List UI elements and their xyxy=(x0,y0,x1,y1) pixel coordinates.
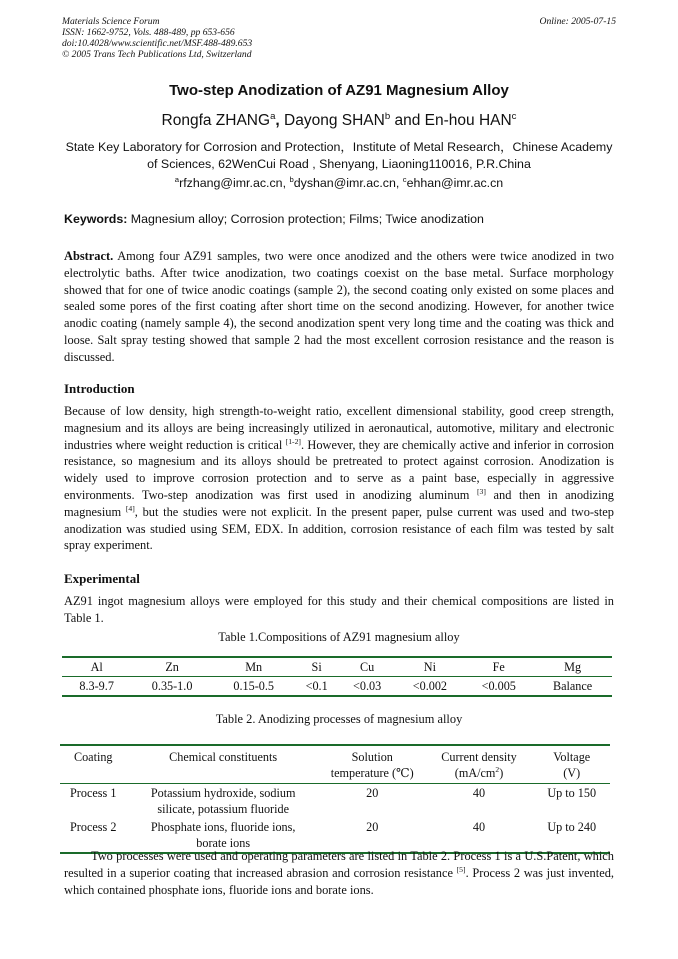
header-voltage-unit: (V) xyxy=(563,766,581,780)
table-cell: <0.1 xyxy=(305,678,328,693)
experimental-heading: Experimental xyxy=(64,571,140,586)
table-cell: <0.005 xyxy=(481,678,516,693)
email-mark: c xyxy=(402,174,407,184)
table-header-cell: Al xyxy=(62,657,131,677)
email-separator: , xyxy=(395,176,403,190)
header-temp-unit: temperature (℃) xyxy=(330,766,414,780)
table-header-cell xyxy=(60,745,126,784)
affiliation-line: of Sciences, 62WenCui Road , Shenyang, Liaoning110016, P.R.China xyxy=(147,157,531,171)
table-header-cell: Si xyxy=(294,657,338,677)
chem-line: silicate, potassium fluoride xyxy=(157,801,289,816)
table-cell: 8.3-9.7 xyxy=(79,678,114,693)
chem-line: Potassium hydroxide, sodium xyxy=(150,786,296,800)
email-mark: a xyxy=(174,174,180,184)
table-cell: <0.03 xyxy=(353,678,382,693)
table-cell: 40 xyxy=(472,820,486,834)
table-cell: <0.002 xyxy=(412,678,448,693)
email-address: rfzhang@imr.ac.cn xyxy=(179,176,283,190)
table-cell: 40 xyxy=(472,786,486,800)
citation: [5] xyxy=(456,864,466,874)
affiliation xyxy=(0,139,678,173)
table-header-cell xyxy=(425,745,534,784)
table-header-cell: Zn xyxy=(131,657,213,677)
affiliation-line: State Key Laboratory for Corrosion and Protection，Institute of Metal Research，Chinese Academy xyxy=(65,140,613,154)
table-cell: Up to 150 xyxy=(547,786,597,800)
email-mark: b xyxy=(289,174,294,184)
table-cell: 20 xyxy=(366,820,379,834)
email-address: dyshan@imr.ac.cn xyxy=(293,176,396,190)
header-chemical: Chemical constituents xyxy=(169,750,278,764)
table-header-cell: Cu xyxy=(339,657,396,677)
unit-text: (mA/cm xyxy=(454,766,496,780)
experimental-paragraph: AZ91 ingot magnesium alloys were employed for this study and their chemical compositions are listed in Table 1. xyxy=(64,594,614,625)
table-row xyxy=(62,677,612,697)
table-cell: 0.35-1.0 xyxy=(151,678,193,693)
chem-line: Phosphate ions, fluoride ions, xyxy=(150,820,296,834)
abstract-label: Abstract. xyxy=(64,249,114,263)
closing-text: . Process 2 was just invented, which contained phosphate ions, fluoride ions and borate ions. xyxy=(64,865,614,897)
author-line xyxy=(0,112,678,130)
header-coating: Coating xyxy=(73,750,113,764)
table-cell: Process 1 xyxy=(70,786,117,800)
copyright-line: © 2005 Trans Tech Publications Ltd, Switzerland xyxy=(62,49,252,60)
email-separator: , xyxy=(282,176,290,190)
email-line xyxy=(0,176,678,190)
journal-name: Materials Science Forum xyxy=(62,16,160,27)
doi-line: doi:10.4028/www.scientific.net/MSF.488-489.653 xyxy=(62,38,253,49)
author-name: Dayong SHAN xyxy=(284,112,385,129)
table-header-cell: Ni xyxy=(395,657,464,677)
keywords-text: Magnesium alloy; Corrosion protection; Films; Twice anodization xyxy=(127,212,484,226)
closing-text: Two processes were used and operating parameters are listed in Table 2. Process 1 is a U.S.Patent, which resulted in a superior coating that increased abrasion and corrosion resistance xyxy=(64,849,614,880)
header-current: Current density xyxy=(441,750,517,764)
closing-paragraph xyxy=(64,848,614,898)
table2-caption: Table 2. Anodizing processes of magnesium alloy xyxy=(215,712,463,726)
citation: [4] xyxy=(125,503,135,513)
keywords xyxy=(64,212,484,226)
header-temp: Solution xyxy=(351,750,393,764)
anodizing-process-table xyxy=(60,744,610,854)
abstract-text: Among four AZ91 samples, two were once anodized and the others were twice anodized in two electrolytic baths. After twice anodization, two coatings coexist on the base metal. Surface morphology showed that for one of twice anodic coatings (sample 2), the second coating only existed on some places and sealed some pores of the first coating after short time on the second anodizing. However, for another twice anodic coating (namely sample 4), the second anodization spent very long time and the coating was thick and loose. Salt spray testing showed that sample 2 had the most excellent corrosion resistance and the reason is discussed. xyxy=(64,249,614,364)
keywords-label: Keywords: xyxy=(64,212,128,226)
citation: [3] xyxy=(476,486,486,496)
author-separator: , xyxy=(275,112,285,129)
journal-header xyxy=(62,16,252,60)
author-name: En-hou HAN xyxy=(424,112,512,129)
table-cell: Process 2 xyxy=(70,820,117,834)
table-header-cell xyxy=(126,745,319,784)
abstract xyxy=(64,248,614,366)
citation: [1-2] xyxy=(285,436,301,446)
table-cell xyxy=(126,784,319,819)
author-affil-mark: c xyxy=(511,110,517,122)
table1-caption: Table 1.Compositions of AZ91 magnesium alloy xyxy=(218,630,460,644)
table-cell: 0.15-0.5 xyxy=(233,678,274,693)
table-header-cell xyxy=(320,745,425,784)
paper-title: Two-step Anodization of AZ91 Magnesium Alloy xyxy=(169,82,509,99)
author-name: Rongfa ZHANG xyxy=(161,112,271,129)
intro-text: and then in anodizing magnesium xyxy=(64,487,614,519)
table-header-cell: Mg xyxy=(533,657,612,677)
table-header-cell: Fe xyxy=(464,657,533,677)
email-address: ehhan@imr.ac.cn xyxy=(406,176,504,190)
author-affil-mark: a xyxy=(270,110,276,122)
table-row xyxy=(60,784,610,819)
table-header-cell: Mn xyxy=(213,657,295,677)
unit-text: ) xyxy=(499,766,504,780)
composition-table xyxy=(62,656,612,697)
intro-text: , but the studies were not explicit. In the present paper, pulse current was used and two-step anodization was studied using SEM, EDX. In addition, corrosion resistance of each film was tested by salt spray experiment. xyxy=(64,504,614,553)
header-voltage: Voltage xyxy=(553,750,591,764)
introduction-heading: Introduction xyxy=(64,381,135,396)
table-header-row xyxy=(60,745,610,784)
table-cell: 20 xyxy=(366,786,379,800)
introduction-paragraph xyxy=(64,403,614,554)
intro-text: Because of low density, high strength-to-weight ratio, excellent dimensional stability, good creep strength, magnesium and its alloys are being increasingly utilized in aeronautical, automotive, military and electronic industries where weight reduction is critical xyxy=(64,404,614,452)
online-date: Online: 2005-07-15 xyxy=(539,16,616,27)
table-cell: Balance xyxy=(552,678,593,693)
unit-exponent: 2 xyxy=(495,764,500,774)
issn-line: ISSN: 1662-9752, Vols. 488-489, pp 653-656 xyxy=(62,27,235,38)
table-cell: Up to 240 xyxy=(547,820,597,834)
header-current-unit xyxy=(427,765,532,781)
author-separator: and xyxy=(390,112,425,129)
table-header-row xyxy=(62,657,612,677)
author-affil-mark: b xyxy=(384,110,391,122)
chem-line: borate ions xyxy=(196,835,251,850)
table-header-cell xyxy=(533,745,610,784)
intro-text: . However, they are chemically active and inferior in corrosion resistance, so magnesium and its alloys should be pretreated to protect against corrosion. Anodization is widely used to improve corrosion protection and to serve as a paint base, especially in aggressive environments. Two-step anodization was first used in anodizing aluminum xyxy=(64,437,614,502)
